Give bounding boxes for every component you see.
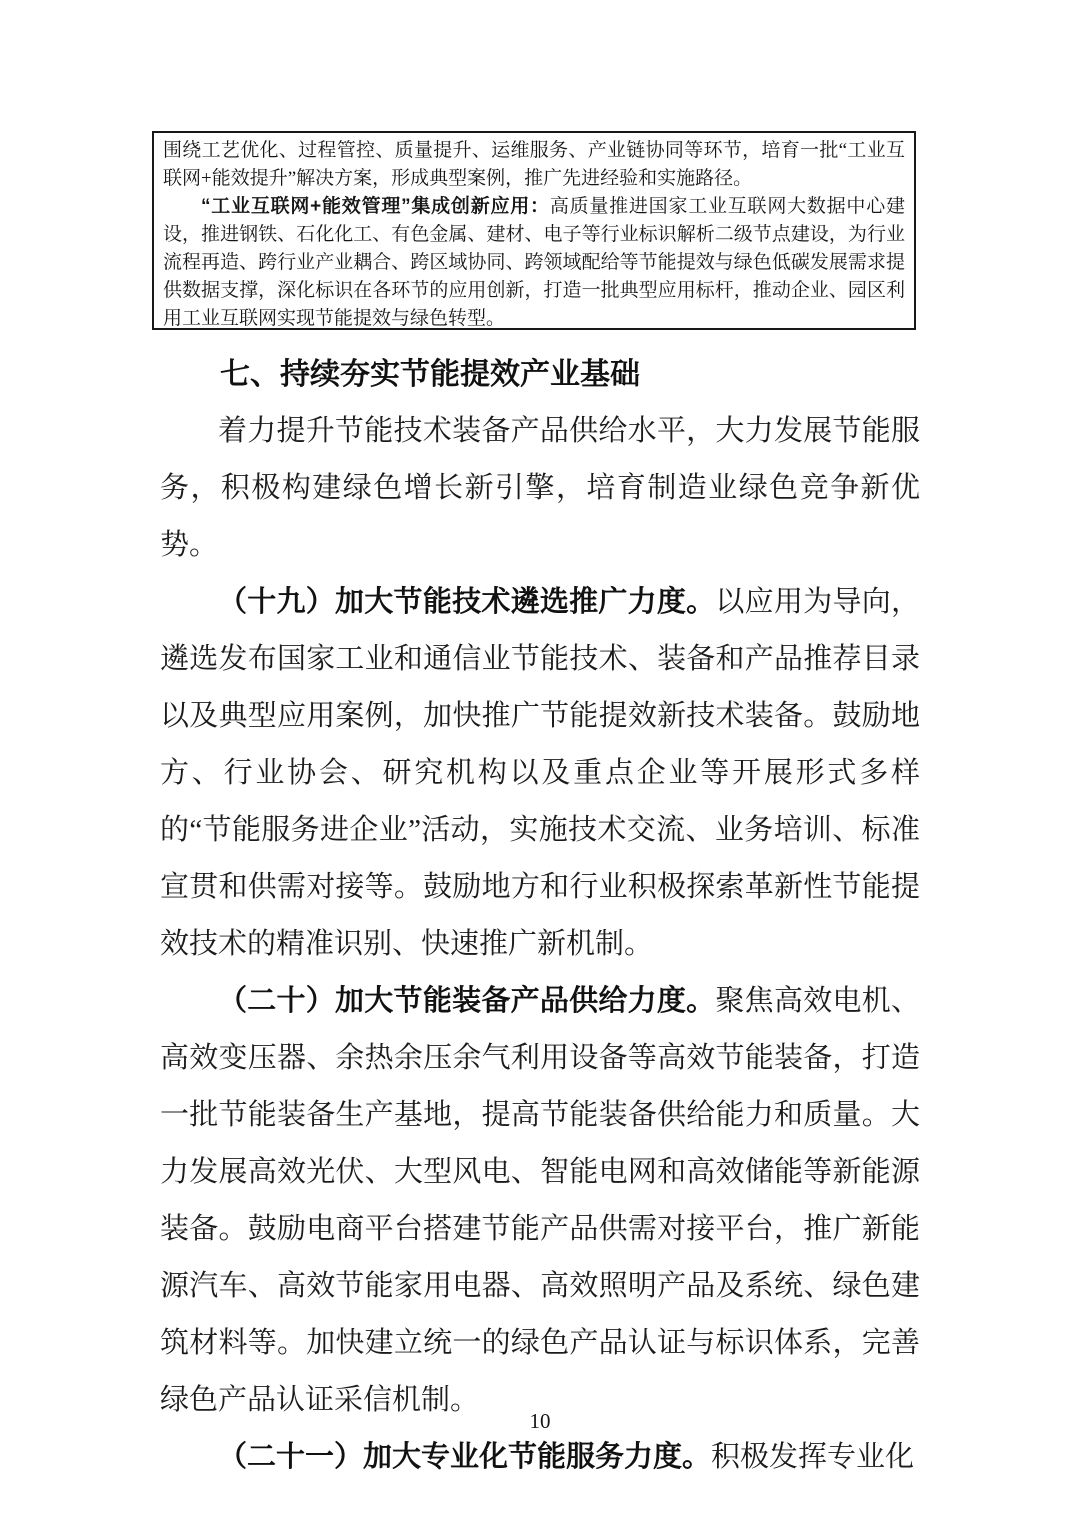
item-19-body: 以应用为导向，遴选发布国家工业和通信业节能技术、装备和产品推荐目录以及典型应用案例，加快推广节能提效新技术装备。鼓励地方、行业协会、研究机构以及重点企业等开展形式多样的“节能服务进企业”活动，实施技术交流、业务培训、标准宣贯和供需对接等。鼓励地方和行业积极探索革新性节能提效技术的精准识别、快速推广新机制。 (160, 586, 920, 960)
item-21-lead: （二十一）加大专业化节能服务力度。 (218, 1441, 712, 1473)
item-21-body: 积极发挥专业化 (711, 1441, 915, 1473)
callout-paragraph-2 (163, 193, 905, 333)
section-intro-paragraph: 着力提升节能技术装备产品供给水平，大力发展节能服务，积极构建绿色增长新引擎，培育制造业绿色竞争新优势。 (160, 415, 920, 561)
item-20-lead: （二十）加大节能装备产品供给力度。 (218, 985, 716, 1017)
callout-paragraph-1: 围绕工艺优化、过程管控、质量提升、运维服务、产业链协同等环节，培育一批“工业互联网+能效提升”解决方案，形成典型案例，推广先进经验和实施路径。 (163, 140, 905, 189)
item-20-body: 聚焦高效电机、高效变压器、余热余压余气利用设备等高效节能装备，打造一批节能装备生产基地，提高节能装备供给能力和质量。大力发展高效光伏、大型风电、智能电网和高效储能等新能源装备。鼓励电商平台搭建节能产品供需对接平台，推广新能源汽车、高效节能家用电器、高效照明产品及系统、绿色建筑材料等。加快建立统一的绿色产品认证与标识体系，完善绿色产品认证采信机制。 (160, 985, 920, 1416)
item-20-paragraph (160, 973, 920, 1429)
section-heading: 七、持续夯实节能提效产业基础 (220, 358, 640, 391)
document-body (160, 346, 920, 1486)
callout-box (152, 131, 916, 330)
item-21-paragraph (160, 1429, 920, 1486)
item-19-lead: （十九）加大节能技术遴选推广力度。 (218, 586, 716, 618)
callout-paragraph-2-body: 高质量推进国家工业互联网大数据中心建设，推进钢铁、石化化工、有色金属、建材、电子等行业标识解析二级节点建设，为行业流程再造、跨行业产业耦合、跨区域协同、跨领域配给等节能提效与绿色低碳发展需求提供数据支撑，深化标识在各环节的应用创新，打造一批典型应用标杆，推动企业、园区利用工业互联网实现节能提效与绿色转型。 (163, 196, 905, 329)
item-19-paragraph (160, 574, 920, 973)
callout-paragraph-2-lead: “工业互联网+能效管理”集成创新应用： (201, 196, 550, 217)
page-number: 10 (529, 1409, 551, 1433)
